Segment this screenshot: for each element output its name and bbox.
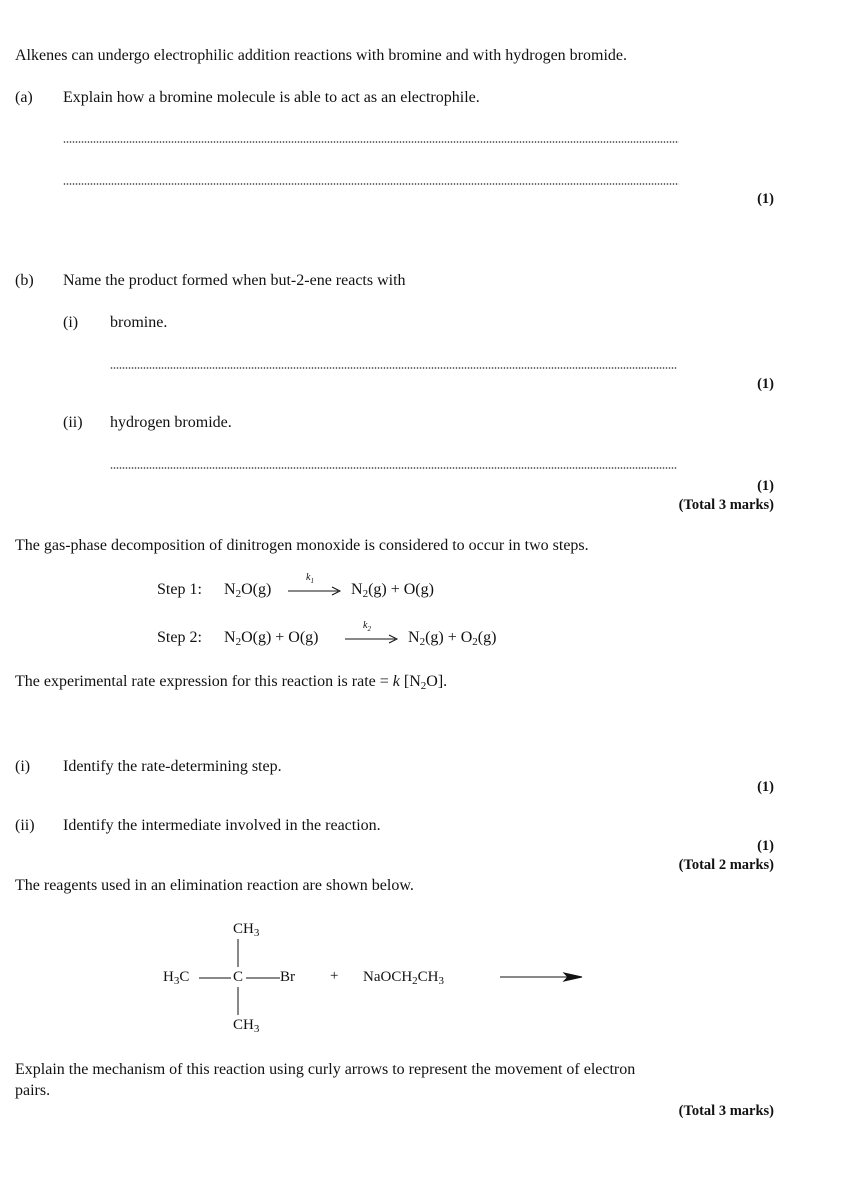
q1-part-a-mark: (1) <box>757 191 774 207</box>
answer-line[interactable] <box>63 183 679 185</box>
step2-label: Step 2: <box>157 629 202 646</box>
step1-label: Step 1: <box>157 581 202 598</box>
q3-intro: The reagents used in an elimination reaction are shown below. <box>15 877 414 894</box>
q2-part-ii-label: (ii) <box>15 817 35 834</box>
bromine-atom: Br <box>280 969 295 985</box>
bond-vertical-top <box>236 939 240 967</box>
q2-part-i-label: (i) <box>15 758 31 775</box>
step1-product: $N_2(g) + O(g)$ <box>351 581 434 600</box>
q1-intro: Alkenes can undergo electrophilic addition reactions with bromine and with hydrogen bromide. <box>15 47 627 64</box>
step1-reaction-arrow <box>288 584 344 598</box>
answer-line[interactable] <box>63 141 679 143</box>
q2-part-ii-text: Identify the intermediate involved in the reaction. <box>63 817 381 834</box>
q2-part-i-text: Identify the rate-determining step. <box>63 758 282 775</box>
step2-reactant: $N_2O(g) + O(g)$ <box>224 629 319 648</box>
q1-part-b-ii-text: hydrogen bromide. <box>110 414 232 431</box>
reaction-arrow <box>500 970 584 984</box>
methyl-group-bottom: $CH_3$ <box>233 1017 260 1035</box>
step1-reactant: $N_2O(g)$ <box>224 581 272 600</box>
q2-part-ii-mark: (1) <box>757 838 774 854</box>
q2-total-marks: (Total 2 marks) <box>678 857 774 873</box>
q1-part-b-i-mark: (1) <box>757 376 774 392</box>
answer-line[interactable] <box>110 467 677 469</box>
sodium-ethoxide: $NaOCH_2CH_3$ <box>363 969 445 987</box>
q2-intro: The gas-phase decomposition of dinitrogen monoxide is considered to occur in two steps. <box>15 537 589 554</box>
q1-part-b-ii-mark: (1) <box>757 478 774 494</box>
q3-total-marks: (Total 3 marks) <box>678 1103 774 1119</box>
q1-total-marks: (Total 3 marks) <box>678 497 774 513</box>
step2-product: $N_2(g) + O_2(g)$ <box>408 629 497 648</box>
q1-part-a-label: (a) <box>15 89 33 106</box>
plus-sign: + <box>330 968 339 984</box>
answer-line[interactable] <box>110 367 677 369</box>
bond-horizontal-right <box>246 976 280 980</box>
rate-expression: The experimental rate expression for this reaction is rate = k $[N_2O]$. <box>15 673 448 692</box>
q1-part-b-label: (b) <box>15 272 34 289</box>
bond-vertical-bottom <box>236 987 240 1015</box>
q3-explain-line2: pairs. <box>15 1082 51 1099</box>
q3-explain-line1: Explain the mechanism of this reaction using curly arrows to represent the movement of electron <box>15 1061 636 1078</box>
q1-part-b-text: Name the product formed when but-2-ene reacts with <box>63 272 406 289</box>
q1-part-b-ii-label: (ii) <box>63 414 83 431</box>
central-carbon: C <box>233 969 244 985</box>
methyl-group-left: $H_3C$ <box>163 969 190 987</box>
step2-rate-constant: $k_2$ <box>363 620 371 633</box>
q2-part-i-mark: (1) <box>757 779 774 795</box>
q1-part-b-i-label: (i) <box>63 314 79 331</box>
step2-reaction-arrow <box>345 632 401 646</box>
bond-horizontal-left <box>199 976 231 980</box>
step1-rate-constant: $k_1$ <box>306 572 314 585</box>
q1-part-b-i-text: bromine. <box>110 314 168 331</box>
q1-part-a-text: Explain how a bromine molecule is able to act as an electrophile. <box>63 89 480 106</box>
methyl-group-top: $CH_3$ <box>233 921 260 939</box>
